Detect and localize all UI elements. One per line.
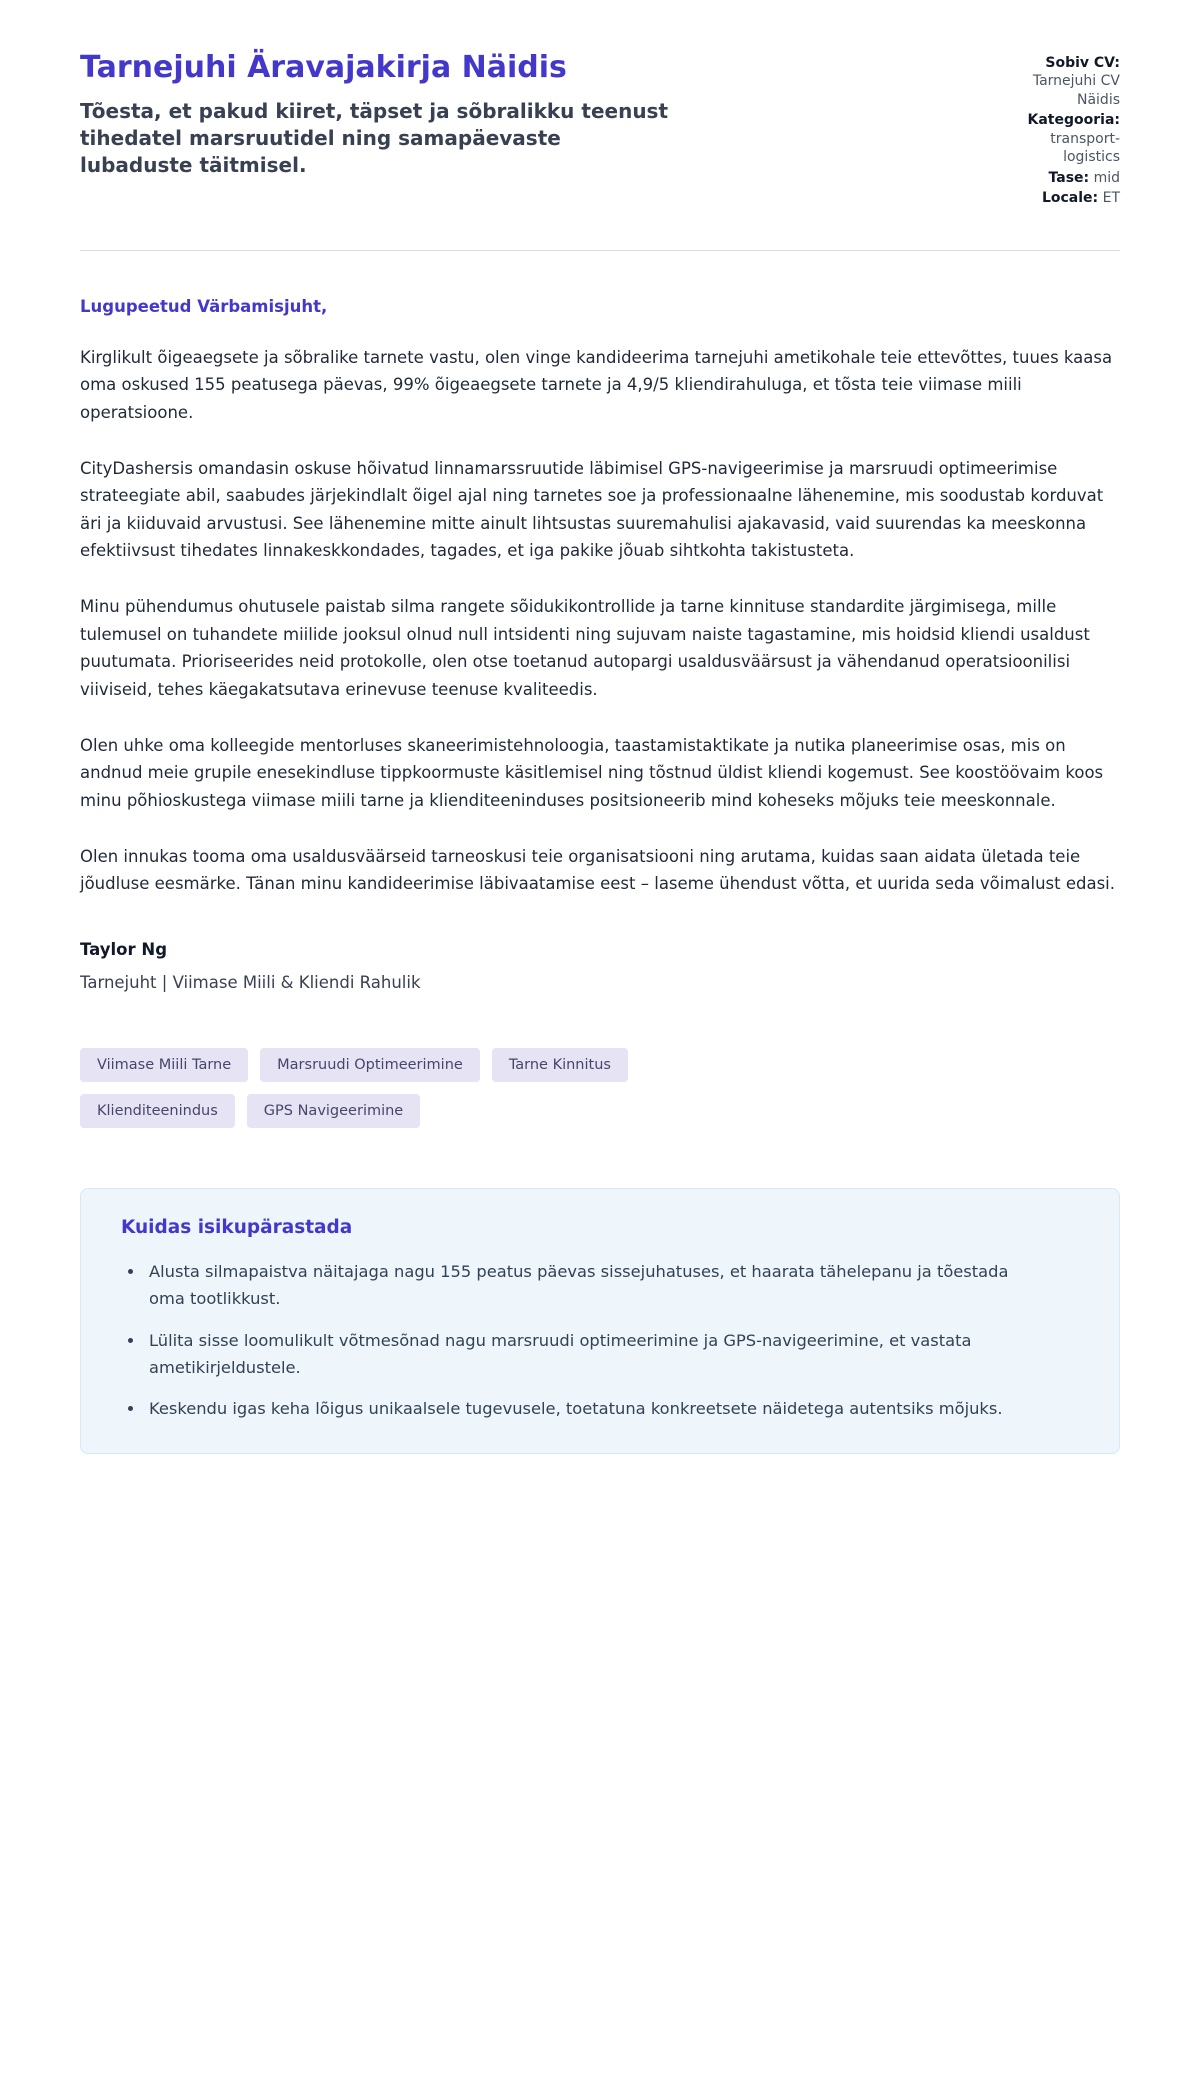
meta-label: Kategooria: bbox=[1027, 112, 1120, 129]
signature-name: Taylor Ng bbox=[80, 939, 168, 959]
letter-paragraph: Minu pühendumus ohutusele paistab silma rangete sõidukikontrollide ja tarne kinnituse standardite järgimisega, mille tulemusel on tuhandete miilide jooksul olnud null intsidenti ning sujuvam naiste tagastamine, mis hoidsid kliendi usaldust puutumata. Prioriseerides neid protokolle, olen otse toetanud autopargi usaldusväärsust ja vähendanud operatsioonilisi viiviseid, tehes käegakatsutava erinevuse teenuse kvaliteedis. bbox=[80, 597, 1090, 699]
skill-tags bbox=[80, 1048, 780, 1128]
signature-role: Tarnejuht | Viimase Miili & Kliendi Rahulik bbox=[80, 972, 421, 992]
meta-value: transport-logistics bbox=[1050, 130, 1120, 166]
header-divider bbox=[80, 250, 1120, 251]
tips-box bbox=[80, 1188, 1120, 1454]
letter-body bbox=[80, 297, 1120, 992]
tag-chip: GPS Navigeerimine bbox=[247, 1094, 420, 1128]
meta-value: Tarnejuhi CV Näidis bbox=[1032, 73, 1120, 108]
tips-list bbox=[111, 1258, 1089, 1423]
meta-value: mid bbox=[1093, 169, 1120, 186]
tip-item: • Keskendu igas keha lõigus unikaalsele tugevusele, toetatuna konkreetsete näidetega autentsiks mõjuks. bbox=[145, 1395, 1025, 1422]
tag-chip: Viimase Miili Tarne bbox=[80, 1048, 248, 1082]
meta-item-locale bbox=[1000, 189, 1120, 207]
letter-paragraph: Kirglikult õigeaegsete ja sõbralike tarnete vastu, olen vinge kandideerima tarnejuhi ametikohale teie ettevõttes, tuues kaasa oma oskused 155 peatusega päevas, 99% õigeaegsete tarnete ja 4,9/5 kliendirahuluga, et tõsta teie viimase miili operatsioone. bbox=[80, 347, 1113, 422]
tag-chip: Marsruudi Optimeerimine bbox=[260, 1048, 480, 1082]
letter-paragraph: CityDashersis omandasin oskuse hõivatud linnamarssruutide läbimisel GPS-navigeerimise ja marsruudi optimeerimise strateegiate abil, saabudes järjekindlalt õigel ajal ning tarnetes soe ja professionaalne lähenemine, mis soodustab korduvat äri ja kiiduvaid arvustusi. See lähenemine mitte ainult lihtsustas suuremahulisi ajakavasid, vaid suurendas ka meeskonna efektiivsust tihedates linnakeskkondades, tagades, et iga pakike jõuab sihtkohta takistusteta. bbox=[80, 458, 1104, 560]
letter-paragraph: Olen innukas tooma oma usaldusväärseid tarneoskusi teie organisatsiooni ning arutama, kuidas saan aidata ületada teie jõudluse eesmärke. Tänan minu kandideerimise läbivaatamise eest – laseme ühendust võtta, et uurida seda võimalust edasi. bbox=[80, 847, 1116, 894]
page-title: Tarnejuhi Äravajakirja Näidis bbox=[80, 50, 567, 85]
letter-paragraph: Olen uhke oma kolleegide mentorluses skaneerimistehnoloogia, taastamistaktikate ja nutika planeerimise osas, mis on andnud meie grupile enesekindluse tippkoormuste käsitlemisel ning tõstnud üldist kliendi kogemust. See koostöövaim koos minu põhioskustega viimase miili tarne ja klienditeeninduses positsioneerib mind koheseks mõjuks teie meeskonnale. bbox=[80, 735, 1104, 810]
tip-item: • Alusta silmapaistva näitajaga nagu 155 peatus päevas sissejuhatuses, et haarata tähelepanu ja tõestada oma tootlikkust. bbox=[145, 1258, 1025, 1313]
header-title-block bbox=[80, 50, 670, 179]
tag-chip: Tarne Kinnitus bbox=[492, 1048, 628, 1082]
meta-item-matching-cv bbox=[1000, 54, 1120, 109]
page-subtitle: Tõesta, et pakud kiiret, täpset ja sõbralikku teenust tihedatel marsruutidel ning samapäevaste lubaduste täitmisel. bbox=[80, 99, 669, 177]
letter-greeting: Lugupeetud Värbamisjuht, bbox=[80, 296, 328, 316]
meta-panel bbox=[1000, 50, 1120, 210]
meta-value: ET bbox=[1102, 190, 1120, 207]
header bbox=[80, 50, 1120, 210]
meta-label: Tase: bbox=[1048, 169, 1090, 186]
meta-item-level bbox=[1000, 169, 1120, 187]
tips-heading: Kuidas isikupärastada bbox=[121, 1216, 353, 1238]
tag-chip: Klienditeenindus bbox=[80, 1094, 235, 1128]
meta-label: Locale: bbox=[1041, 190, 1099, 207]
meta-label: Sobiv CV: bbox=[1045, 55, 1120, 71]
meta-item-category bbox=[1000, 111, 1120, 166]
tip-item: • Lülita sisse loomulikult võtmesõnad nagu marsruudi optimeerimine ja GPS-navigeerimine, et vastata ametikirjeldustele. bbox=[145, 1327, 1025, 1382]
